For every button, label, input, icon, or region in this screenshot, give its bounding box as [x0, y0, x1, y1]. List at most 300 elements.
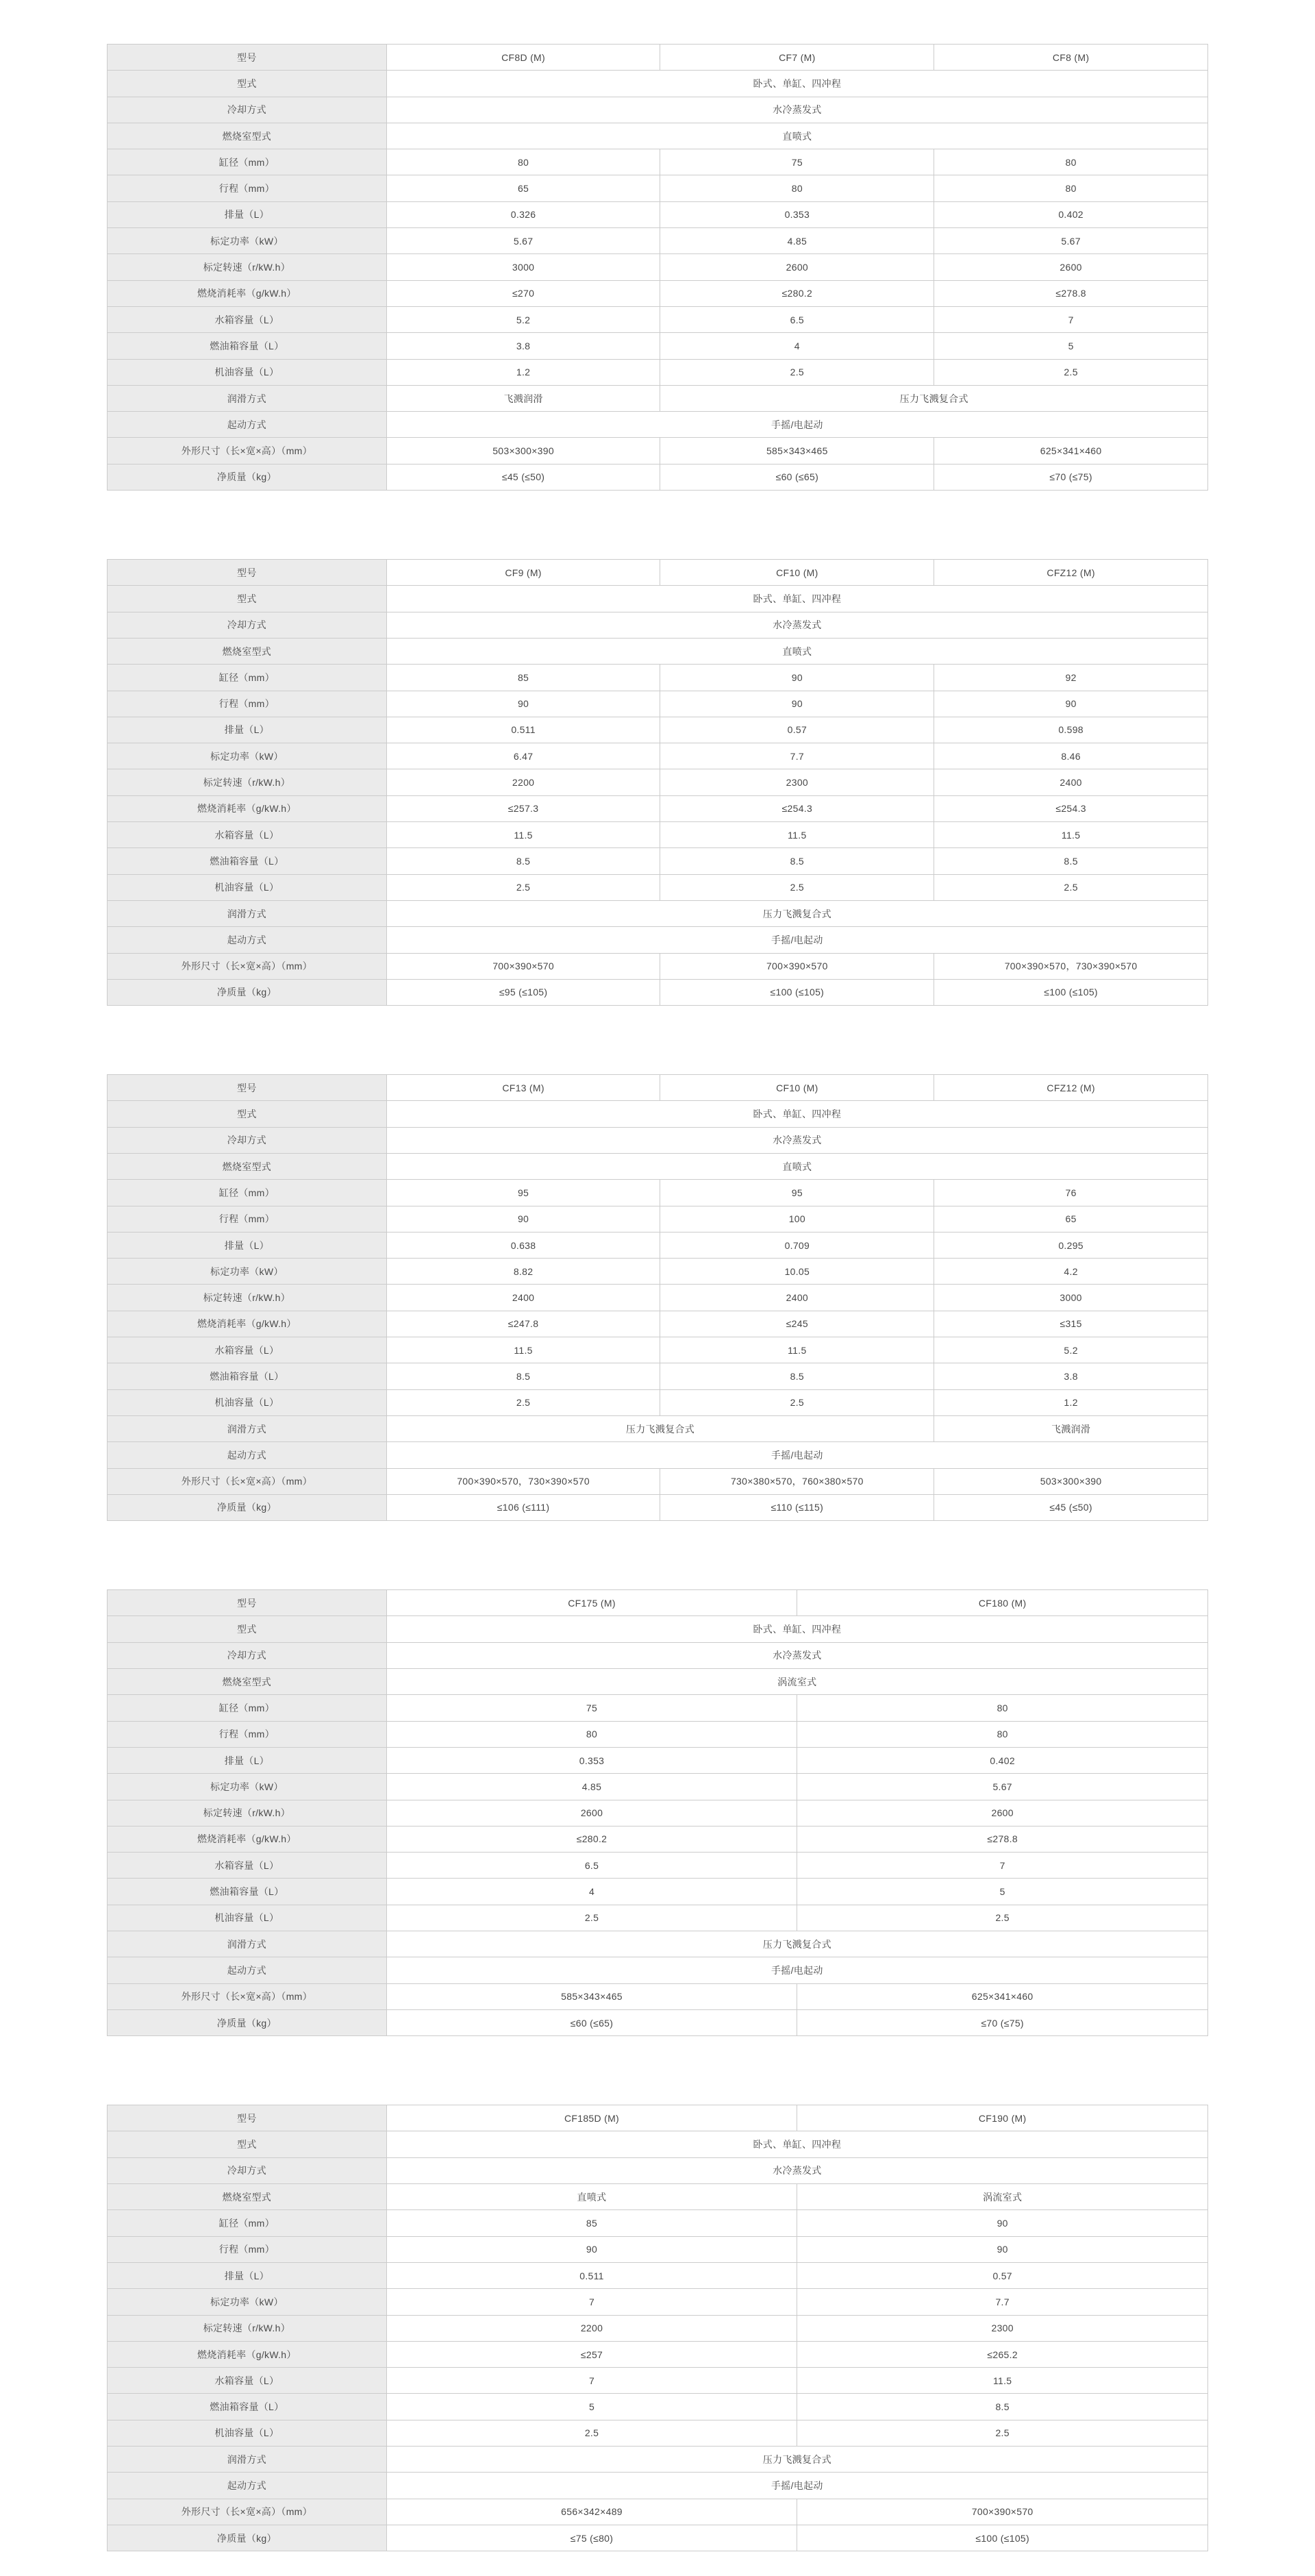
spec-value: 手摇/电起动 — [386, 927, 1207, 953]
spec-value: 65 — [934, 1206, 1208, 1232]
spec-value: 5.67 — [797, 1774, 1208, 1800]
spec-value: 水冷蒸发式 — [386, 612, 1207, 638]
spec-row — [108, 560, 1208, 586]
spec-row — [108, 743, 1208, 769]
spec-row — [108, 638, 1208, 664]
spec-value: 2.5 — [660, 1389, 934, 1415]
spec-row — [108, 1721, 1208, 1747]
spec-value: 8.5 — [386, 1363, 660, 1389]
row-label: 冷却方式 — [108, 97, 387, 123]
row-label: 水箱容量（L） — [108, 306, 387, 332]
spec-row — [108, 874, 1208, 900]
row-label: 外形尺寸（长×宽×高）（mm） — [108, 438, 387, 464]
spec-value: 80 — [386, 1721, 797, 1747]
row-label: 行程（mm） — [108, 2236, 387, 2262]
spec-value: 2.5 — [386, 1389, 660, 1415]
spec-value: 7.7 — [660, 743, 934, 769]
spec-row — [108, 2131, 1208, 2157]
spec-value: 76 — [934, 1180, 1208, 1206]
spec-value: 0.598 — [934, 717, 1208, 743]
row-label: 排量（L） — [108, 1747, 387, 1773]
row-label: 型号 — [108, 1075, 387, 1101]
row-label: 燃烧消耗率（g/kW.h） — [108, 280, 387, 306]
spec-value: 涡流室式 — [386, 1669, 1207, 1695]
spec-row — [108, 665, 1208, 691]
row-label: 燃油箱容量（L） — [108, 333, 387, 359]
row-label: 燃油箱容量（L） — [108, 848, 387, 874]
spec-value: CF190 (M) — [797, 2105, 1208, 2131]
spec-row — [108, 123, 1208, 149]
row-label: 标定功率（kW） — [108, 1259, 387, 1285]
spec-value: 4 — [386, 1879, 797, 1905]
spec-value: 90 — [386, 1206, 660, 1232]
spec-value: 7 — [797, 1853, 1208, 1879]
spec-value: 0.57 — [660, 717, 934, 743]
row-label: 标定功率（kW） — [108, 1774, 387, 1800]
row-label: 排量（L） — [108, 201, 387, 227]
spec-row — [108, 359, 1208, 385]
spec-row — [108, 1879, 1208, 1905]
spec-row — [108, 1494, 1208, 1520]
row-label: 润滑方式 — [108, 1931, 387, 1957]
spec-value: 11.5 — [660, 822, 934, 848]
spec-value: 2600 — [934, 254, 1208, 280]
spec-value: 8.46 — [934, 743, 1208, 769]
spec-value: 0.402 — [934, 201, 1208, 227]
spec-value: 水冷蒸发式 — [386, 97, 1207, 123]
spec-row — [108, 1957, 1208, 1983]
spec-row — [108, 2473, 1208, 2499]
row-label: 缸径（mm） — [108, 665, 387, 691]
spec-value: 80 — [797, 1721, 1208, 1747]
spec-value: 700×390×570 — [797, 2499, 1208, 2525]
spec-row — [108, 2394, 1208, 2420]
spec-value: CF7 (M) — [660, 45, 934, 71]
spec-row — [108, 586, 1208, 612]
spec-value: 700×390×570，730×390×570 — [386, 1468, 660, 1494]
spec-row — [108, 45, 1208, 71]
row-label: 标定转速（r/kW.h） — [108, 1800, 387, 1826]
spec-row — [108, 2289, 1208, 2315]
row-label: 燃烧室型式 — [108, 1153, 387, 1179]
spec-value: 1.2 — [386, 359, 660, 385]
spec-value: 100 — [660, 1206, 934, 1232]
spec-row — [108, 201, 1208, 227]
spec-value: 5 — [797, 1879, 1208, 1905]
spec-value: 直喷式 — [386, 1153, 1207, 1179]
spec-value: 80 — [386, 149, 660, 175]
spec-row — [108, 2157, 1208, 2183]
spec-value: 0.638 — [386, 1232, 660, 1258]
row-label: 机油容量（L） — [108, 2420, 387, 2446]
spec-value: ≤100 (≤105) — [797, 2525, 1208, 2551]
spec-value: ≤106 (≤111) — [386, 1494, 660, 1520]
spec-value: 92 — [934, 665, 1208, 691]
spec-row — [108, 2184, 1208, 2210]
spec-value: 8.5 — [660, 1363, 934, 1389]
spec-value: 80 — [934, 175, 1208, 201]
spec-value: ≤245 — [660, 1311, 934, 1337]
row-label: 型号 — [108, 2105, 387, 2131]
row-label: 外形尺寸（长×宽×高）（mm） — [108, 1468, 387, 1494]
spec-value: 5.67 — [386, 228, 660, 254]
spec-value: 2.5 — [797, 1905, 1208, 1931]
spec-value: 压力飞溅复合式 — [386, 2447, 1207, 2473]
spec-value: 8.5 — [934, 848, 1208, 874]
row-label: 净质量（kg） — [108, 464, 387, 490]
spec-row — [108, 2105, 1208, 2131]
spec-value: 2200 — [386, 769, 660, 795]
spec-row — [108, 1206, 1208, 1232]
spec-value: ≤315 — [934, 1311, 1208, 1337]
spec-row — [108, 953, 1208, 979]
spec-row — [108, 1442, 1208, 1468]
spec-row — [108, 1259, 1208, 1285]
spec-value: CF175 (M) — [386, 1590, 797, 1616]
spec-value: 2.5 — [660, 874, 934, 900]
spec-value: 10.05 — [660, 1259, 934, 1285]
spec-value: 直喷式 — [386, 123, 1207, 149]
row-label: 起动方式 — [108, 1442, 387, 1468]
spec-row — [108, 795, 1208, 821]
spec-row — [108, 1415, 1208, 1441]
spec-value: ≤254.3 — [660, 795, 934, 821]
spec-value: 2400 — [386, 1285, 660, 1311]
spec-row — [108, 2447, 1208, 2473]
spec-value: 水冷蒸发式 — [386, 1127, 1207, 1153]
spec-value: 直喷式 — [386, 2184, 797, 2210]
spec-row — [108, 2525, 1208, 2551]
row-label: 型号 — [108, 560, 387, 586]
spec-row — [108, 717, 1208, 743]
row-label: 行程（mm） — [108, 175, 387, 201]
spec-value: 90 — [660, 691, 934, 717]
spec-value: 503×300×390 — [386, 438, 660, 464]
row-label: 机油容量（L） — [108, 359, 387, 385]
spec-value: CF10 (M) — [660, 560, 934, 586]
spec-value: 3.8 — [386, 333, 660, 359]
row-label: 型式 — [108, 586, 387, 612]
spec-row — [108, 385, 1208, 411]
spec-table-3 — [107, 1074, 1208, 1521]
spec-value: 7 — [386, 2289, 797, 2315]
row-label: 标定转速（r/kW.h） — [108, 1285, 387, 1311]
row-label: 润滑方式 — [108, 900, 387, 926]
spec-row — [108, 927, 1208, 953]
spec-value: ≤254.3 — [934, 795, 1208, 821]
spec-value: 2.5 — [386, 1905, 797, 1931]
spec-value: 5.2 — [386, 306, 660, 332]
spec-value: 90 — [797, 2210, 1208, 2236]
spec-row — [108, 254, 1208, 280]
row-label: 水箱容量（L） — [108, 822, 387, 848]
spec-value: ≤280.2 — [386, 1826, 797, 1852]
spec-value: 手摇/电起动 — [386, 2473, 1207, 2499]
spec-value: 直喷式 — [386, 638, 1207, 664]
spec-value: 75 — [386, 1695, 797, 1721]
spec-value: 5.2 — [934, 1337, 1208, 1363]
spec-value: 2400 — [934, 769, 1208, 795]
spec-row — [108, 1363, 1208, 1389]
spec-row — [108, 1101, 1208, 1127]
row-label: 起动方式 — [108, 2473, 387, 2499]
spec-value: 11.5 — [386, 1337, 660, 1363]
spec-value: 压力飞溅复合式 — [660, 385, 1208, 411]
spec-value: 65 — [386, 175, 660, 201]
row-label: 外形尺寸（长×宽×高）（mm） — [108, 953, 387, 979]
spec-table-5 — [107, 2105, 1208, 2551]
spec-row — [108, 1853, 1208, 1879]
spec-value: CFZ12 (M) — [934, 1075, 1208, 1101]
spec-row — [108, 280, 1208, 306]
spec-row — [108, 412, 1208, 438]
spec-row — [108, 2009, 1208, 2035]
spec-value: ≤60 (≤65) — [660, 464, 934, 490]
spec-row — [108, 1905, 1208, 1931]
spec-value: 585×343×465 — [386, 1983, 797, 2009]
spec-value: 0.709 — [660, 1232, 934, 1258]
row-label: 排量（L） — [108, 1232, 387, 1258]
row-label: 缸径（mm） — [108, 1695, 387, 1721]
row-label: 标定功率（kW） — [108, 743, 387, 769]
spec-row — [108, 1590, 1208, 1616]
row-label: 缸径（mm） — [108, 149, 387, 175]
spec-value: 90 — [386, 691, 660, 717]
spec-value: 2600 — [660, 254, 934, 280]
spec-value: ≤100 (≤105) — [934, 979, 1208, 1005]
row-label: 燃烧消耗率（g/kW.h） — [108, 2341, 387, 2367]
spec-value: 卧式、单缸、四冲程 — [386, 71, 1207, 97]
row-label: 排量（L） — [108, 2262, 387, 2288]
row-label: 行程（mm） — [108, 691, 387, 717]
spec-value: 0.295 — [934, 1232, 1208, 1258]
row-label: 型式 — [108, 2131, 387, 2157]
spec-row — [108, 149, 1208, 175]
row-label: 燃油箱容量（L） — [108, 1363, 387, 1389]
row-label: 燃烧室型式 — [108, 1669, 387, 1695]
row-label: 标定转速（r/kW.h） — [108, 2315, 387, 2341]
spec-value: 3000 — [934, 1285, 1208, 1311]
spec-row — [108, 1180, 1208, 1206]
spec-table-1 — [107, 44, 1208, 491]
spec-value: CF8D (M) — [386, 45, 660, 71]
spec-value: 6.47 — [386, 743, 660, 769]
spec-value: ≤278.8 — [934, 280, 1208, 306]
spec-row — [108, 769, 1208, 795]
row-label: 标定转速（r/kW.h） — [108, 254, 387, 280]
spec-value: 4.85 — [386, 1774, 797, 1800]
spec-value: 0.353 — [660, 201, 934, 227]
spec-value: 80 — [660, 175, 934, 201]
spec-value: 1.2 — [934, 1389, 1208, 1415]
spec-value: 手摇/电起动 — [386, 1442, 1207, 1468]
spec-value: 6.5 — [660, 306, 934, 332]
row-label: 缸径（mm） — [108, 1180, 387, 1206]
spec-value: 手摇/电起动 — [386, 412, 1207, 438]
spec-row — [108, 228, 1208, 254]
spec-value: ≤45 (≤50) — [934, 1494, 1208, 1520]
spec-value: 2.5 — [386, 2420, 797, 2446]
spec-value: ≤247.8 — [386, 1311, 660, 1337]
spec-value: 5.67 — [934, 228, 1208, 254]
spec-row — [108, 900, 1208, 926]
row-label: 燃烧室型式 — [108, 2184, 387, 2210]
row-label: 机油容量（L） — [108, 1389, 387, 1415]
spec-value: 2.5 — [386, 874, 660, 900]
spec-value: 2.5 — [797, 2420, 1208, 2446]
spec-row — [108, 1695, 1208, 1721]
spec-row — [108, 97, 1208, 123]
spec-value: ≤257 — [386, 2341, 797, 2367]
spec-row — [108, 438, 1208, 464]
spec-value: 飞溅润滑 — [934, 1415, 1208, 1441]
spec-value: 2600 — [386, 1800, 797, 1826]
spec-value: 90 — [934, 691, 1208, 717]
spec-value: 85 — [386, 665, 660, 691]
spec-value: 3000 — [386, 254, 660, 280]
row-label: 行程（mm） — [108, 1721, 387, 1747]
row-label: 型号 — [108, 45, 387, 71]
spec-value: 2300 — [660, 769, 934, 795]
spec-row — [108, 2236, 1208, 2262]
spec-value: ≤278.8 — [797, 1826, 1208, 1852]
row-label: 水箱容量（L） — [108, 1853, 387, 1879]
spec-value: 6.5 — [386, 1853, 797, 1879]
spec-value: 7 — [386, 2368, 797, 2394]
spec-row — [108, 1747, 1208, 1773]
spec-row — [108, 979, 1208, 1005]
spec-row — [108, 2341, 1208, 2367]
spec-value: 压力飞溅复合式 — [386, 1931, 1207, 1957]
spec-value: 4.85 — [660, 228, 934, 254]
row-label: 型式 — [108, 1101, 387, 1127]
spec-value: 700×390×570 — [660, 953, 934, 979]
spec-value: CF13 (M) — [386, 1075, 660, 1101]
row-label: 净质量（kg） — [108, 1494, 387, 1520]
row-label: 燃烧消耗率（g/kW.h） — [108, 1826, 387, 1852]
spec-value: 80 — [934, 149, 1208, 175]
spec-row — [108, 1616, 1208, 1642]
spec-value: 3.8 — [934, 1363, 1208, 1389]
spec-value: 涡流室式 — [797, 2184, 1208, 2210]
spec-value: 2200 — [386, 2315, 797, 2341]
spec-value: 656×342×489 — [386, 2499, 797, 2525]
spec-value: ≤60 (≤65) — [386, 2009, 797, 2035]
row-label: 冷却方式 — [108, 2157, 387, 2183]
spec-value: 8.82 — [386, 1259, 660, 1285]
spec-value: 7 — [934, 306, 1208, 332]
spec-row — [108, 1774, 1208, 1800]
spec-value: 卧式、单缸、四冲程 — [386, 586, 1207, 612]
spec-value: ≤95 (≤105) — [386, 979, 660, 1005]
row-label: 机油容量（L） — [108, 1905, 387, 1931]
spec-value: 95 — [660, 1180, 934, 1206]
spec-row — [108, 1232, 1208, 1258]
spec-value: ≤257.3 — [386, 795, 660, 821]
spec-value: 7.7 — [797, 2289, 1208, 2315]
row-label: 净质量（kg） — [108, 979, 387, 1005]
row-label: 润滑方式 — [108, 1415, 387, 1441]
row-label: 标定功率（kW） — [108, 2289, 387, 2315]
spec-value: 95 — [386, 1180, 660, 1206]
spec-value: ≤280.2 — [660, 280, 934, 306]
spec-value: 11.5 — [934, 822, 1208, 848]
row-label: 型式 — [108, 1616, 387, 1642]
row-label: 净质量（kg） — [108, 2009, 387, 2035]
row-label: 型号 — [108, 1590, 387, 1616]
spec-value: 2300 — [797, 2315, 1208, 2341]
spec-value: 水冷蒸发式 — [386, 2157, 1207, 2183]
spec-value: 8.5 — [660, 848, 934, 874]
spec-row — [108, 1669, 1208, 1695]
row-label: 起动方式 — [108, 927, 387, 953]
spec-row — [108, 333, 1208, 359]
spec-value: 卧式、单缸、四冲程 — [386, 1616, 1207, 1642]
spec-value: CF10 (M) — [660, 1075, 934, 1101]
spec-value: 2.5 — [660, 359, 934, 385]
spec-value: 5 — [386, 2394, 797, 2420]
row-label: 冷却方式 — [108, 612, 387, 638]
spec-row — [108, 1337, 1208, 1363]
spec-table-2 — [107, 559, 1208, 1006]
spec-value: ≤265.2 — [797, 2341, 1208, 2367]
spec-value: ≤270 — [386, 280, 660, 306]
spec-value: 2.5 — [934, 874, 1208, 900]
spec-value: 0.511 — [386, 717, 660, 743]
row-label: 型式 — [108, 71, 387, 97]
spec-row — [108, 1285, 1208, 1311]
spec-value: 8.5 — [797, 2394, 1208, 2420]
spec-value: CF185D (M) — [386, 2105, 797, 2131]
row-label: 燃烧室型式 — [108, 638, 387, 664]
spec-value: 90 — [386, 2236, 797, 2262]
row-label: 外形尺寸（长×宽×高）（mm） — [108, 2499, 387, 2525]
spec-row — [108, 822, 1208, 848]
spec-table-4 — [107, 1589, 1208, 2036]
row-label: 外形尺寸（长×宽×高）（mm） — [108, 1983, 387, 2009]
spec-value: 5 — [934, 333, 1208, 359]
spec-value: ≤75 (≤80) — [386, 2525, 797, 2551]
spec-row — [108, 1127, 1208, 1153]
spec-value: 585×343×465 — [660, 438, 934, 464]
spec-row — [108, 306, 1208, 332]
spec-value: 飞溅润滑 — [386, 385, 660, 411]
spec-row — [108, 1931, 1208, 1957]
spec-value: 11.5 — [386, 822, 660, 848]
spec-value: CFZ12 (M) — [934, 560, 1208, 586]
row-label: 起动方式 — [108, 1957, 387, 1983]
row-label: 燃烧室型式 — [108, 123, 387, 149]
spec-value: CF9 (M) — [386, 560, 660, 586]
spec-value: 0.402 — [797, 1747, 1208, 1773]
spec-value: 80 — [797, 1695, 1208, 1721]
row-label: 标定转速（r/kW.h） — [108, 769, 387, 795]
spec-value: 0.353 — [386, 1747, 797, 1773]
spec-value: 0.57 — [797, 2262, 1208, 2288]
spec-row — [108, 2315, 1208, 2341]
row-label: 排量（L） — [108, 717, 387, 743]
spec-value: 700×390×570 — [386, 953, 660, 979]
spec-value: 卧式、单缸、四冲程 — [386, 1101, 1207, 1127]
spec-value: 625×341×460 — [934, 438, 1208, 464]
spec-value: ≤100 (≤105) — [660, 979, 934, 1005]
spec-value: 8.5 — [386, 848, 660, 874]
row-label: 行程（mm） — [108, 1206, 387, 1232]
row-label: 起动方式 — [108, 412, 387, 438]
row-label: 缸径（mm） — [108, 2210, 387, 2236]
row-label: 润滑方式 — [108, 385, 387, 411]
row-label: 燃烧消耗率（g/kW.h） — [108, 1311, 387, 1337]
